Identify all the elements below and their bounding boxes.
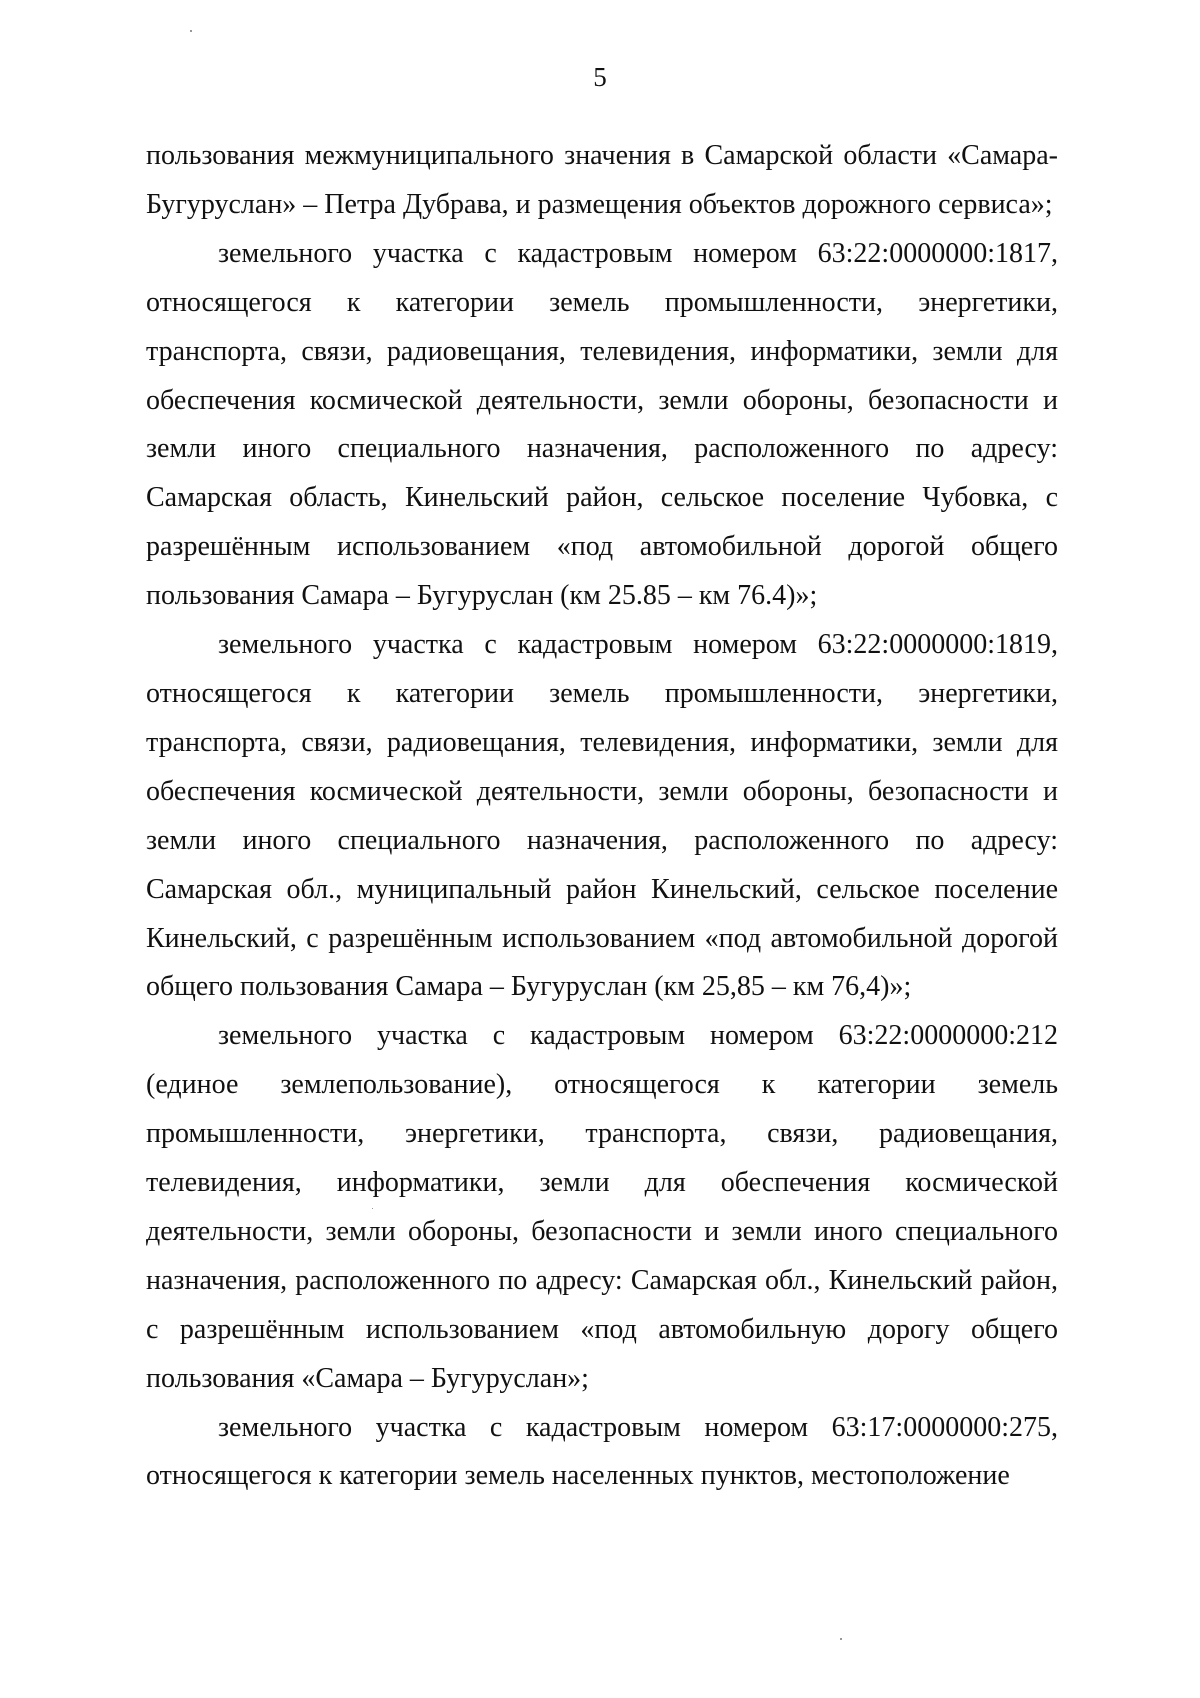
paragraph-land-plot-1819: земельного участка с кадастровым номером 63:22:0000000:1819, относящегося к категории земель промышленности, энергетики, транспорта, связи, радиовещания, телевидения, информатики, земли для обеспечения космической деятельности, земли обороны, безопасности и земли иного специального назначения, расположенного по адресу: Самарская обл., муниципальный район Кинельский, сельское поселение Кинельский, с разрешённым использованием «под автомобильной дорогой общего пользования Самара – Бугуруслан (км 25,85 – км 76,4)»; xyxy=(146,629,1058,1003)
paragraph-land-plot-1817: земельного участка с кадастровым номером 63:22:0000000:1817, относящегося к категории земель промышленности, энергетики, транспорта, связи, радиовещания, телевидения, информатики, земли для обеспечения космической деятельности, земли обороны, безопасности и земли иного специального назначения, расположенного по адресу: Самарская область, Кинельский район, сельское поселение Чубовка, с разрешённым использованием «под автомобильной дорогой общего пользования Самара – Бугуруслан (км 25.85 – км 76.4)»; xyxy=(146,237,1058,612)
paragraph-land-plot-275: земельного участка с кадастровым номером 63:17:0000000:275, относящегося к категории земель населенных пунктов, местоположение xyxy=(146,1411,1058,1492)
document-body xyxy=(146,132,1058,1501)
scan-speck xyxy=(840,1638,842,1640)
paragraph-continuation: пользования межмуниципального значения в Самарской области «Самара-Бугуруслан» – Петра Дубрава, и размещения объектов дорожного сервиса»; xyxy=(146,140,1058,220)
scan-speck xyxy=(372,1208,373,1209)
scan-speck xyxy=(190,30,192,32)
paragraph-land-plot-212: земельного участка с кадастровым номером 63:22:0000000:212 (единое землепользование), относящегося к категории земель промышленности, энергетики, транспорта, связи, радиовещания, телевидения, информатики, земли для обеспечения космической деятельности, земли обороны, безопасности и земли иного специального назначения, расположенного по адресу: Самарская обл., Кинельский район, с разрешённым использованием «под автомобильную дорогу общего пользования «Самара – Бугуруслан»; xyxy=(146,1020,1058,1394)
page-number: 5 xyxy=(593,62,607,92)
